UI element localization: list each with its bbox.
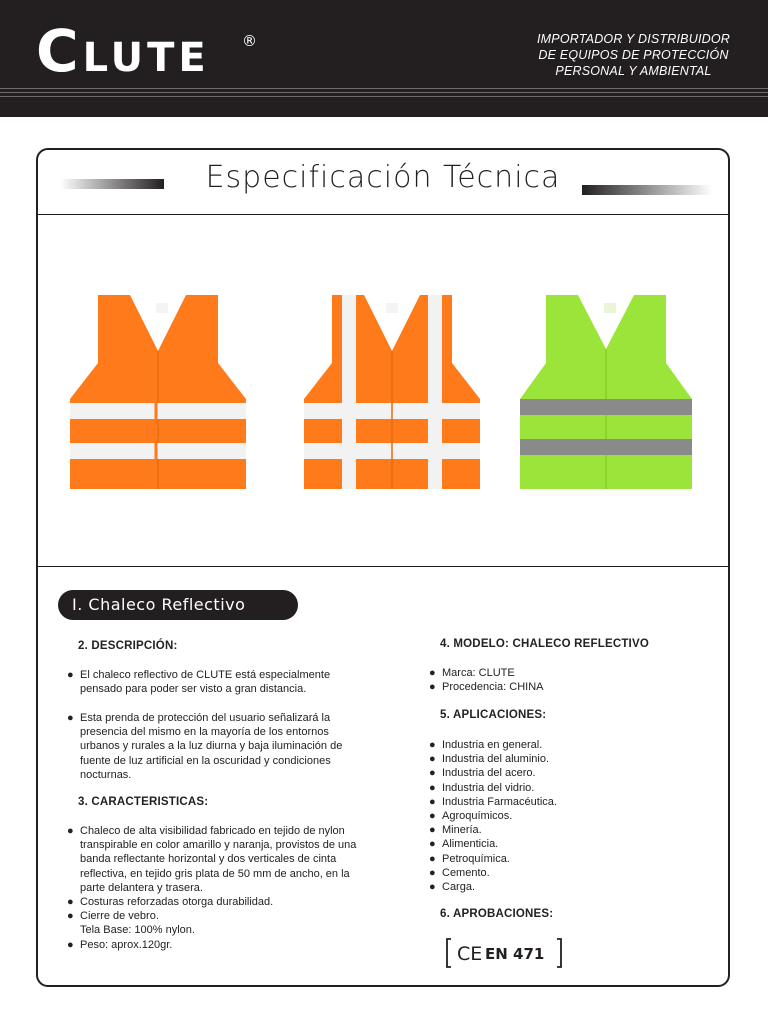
- text-line: urbanos y rurales a la luz diurna y baja iluminación de: [80, 740, 343, 753]
- bullet-icon: ●: [429, 753, 436, 766]
- bullet-icon: ●: [67, 910, 74, 923]
- text-line: El chaleco reflectivo de CLUTE está especialmente: [80, 669, 331, 681]
- list-item: [67, 938, 385, 952]
- list-item-text: Industria Farmacéutica.: [442, 795, 557, 808]
- list-item-text: Industria del vidrio.: [442, 781, 535, 794]
- bullet-icon: ●: [67, 712, 74, 724]
- descripcion-paragraph-2: [67, 711, 385, 782]
- bullet-icon: ●: [67, 938, 74, 951]
- text-line: Esta prenda de protección del usuario señalizará la: [80, 712, 331, 724]
- text-line: transpirable en color amarillo y naranja, provistos de una: [80, 839, 357, 852]
- list-item: [67, 895, 385, 909]
- list-item-text: Carga.: [442, 881, 476, 894]
- header-tagline: [537, 31, 730, 79]
- text-line: presencia del mismo en la mayoría de los entornos: [80, 726, 329, 739]
- text-line: fuente de luz artificial en la oscuridad y condiciones: [80, 754, 331, 767]
- product-label: I. Chaleco Reflectivo: [58, 590, 298, 620]
- orange-vest-vertical-bands: [302, 293, 482, 491]
- bullet-icon: ●: [429, 810, 436, 823]
- text-line: reflectiva, en tejido gris plata de 50 mm de ancho, en la: [80, 867, 350, 880]
- text-line: Chaleco de alta visibilidad fabricado en tejido de nylon: [80, 825, 345, 837]
- bullet-icon: ●: [429, 866, 436, 879]
- bullet-icon: ●: [429, 739, 436, 751]
- title-band: [38, 150, 728, 215]
- list-item-text: Cemento.: [442, 866, 490, 879]
- ce-en471-certification-icon: [445, 937, 563, 969]
- tagline-line: DE EQUIPOS DE PROTECCIÓN: [538, 48, 729, 62]
- list-item: [429, 866, 702, 880]
- list-item-text: Costuras reforzadas otorga durabilidad.: [80, 896, 274, 908]
- list-item-text: Industria del aluminio.: [442, 753, 550, 766]
- list-item: [429, 823, 702, 837]
- list-item: [429, 680, 702, 694]
- text-line: pensado para poder ser visto a gran distancia.: [80, 683, 307, 696]
- header-stripe: [0, 96, 768, 97]
- bullet-icon: ●: [429, 852, 436, 865]
- logo-letter-c: C: [36, 17, 77, 85]
- header-stripe: [0, 88, 768, 89]
- bullet-icon: ●: [429, 838, 436, 851]
- tagline-line: PERSONAL Y AMBIENTAL: [555, 64, 712, 78]
- bullet-icon: ●: [429, 667, 436, 679]
- text-line: nocturnas.: [80, 768, 132, 781]
- list-item: [429, 666, 702, 680]
- header-stripe: [0, 92, 768, 93]
- bullet-icon: ●: [429, 681, 436, 694]
- list-item: [67, 909, 385, 923]
- registered-mark: ®: [242, 32, 257, 50]
- text-line: banda reflectante horizontal y dos verticales de cinta: [80, 853, 337, 866]
- spec-card: [36, 148, 730, 987]
- product-photos: [38, 215, 728, 567]
- list-item: [429, 738, 702, 752]
- list-item-text: Tela Base: 100% nylon.: [80, 924, 195, 937]
- title-bar-right: [582, 185, 712, 195]
- list-item: [429, 766, 702, 780]
- lime-vest-gray-bands: [518, 293, 694, 491]
- modelo-list: [429, 666, 702, 694]
- caracteristicas-paragraph: [67, 824, 385, 895]
- list-item-text: Petroquímica.: [442, 852, 510, 865]
- list-item-text: Industria en general.: [442, 739, 543, 751]
- bullet-icon: ●: [429, 795, 436, 808]
- list-item-text: Agroquímicos.: [442, 810, 513, 823]
- list-item: [429, 852, 702, 866]
- bullet-icon: ●: [429, 881, 436, 894]
- list-item-text: Minería.: [442, 824, 482, 837]
- descripcion-paragraph-1: [67, 668, 385, 696]
- orange-vest-horizontal-bands: [68, 293, 248, 491]
- list-item: [429, 752, 702, 766]
- list-item-text: Procedencia: CHINA: [442, 681, 544, 694]
- page-header: [0, 0, 768, 117]
- list-item-text: Cierre de vebro.: [80, 910, 159, 923]
- list-item-text: Alimenticia.: [442, 838, 499, 851]
- cert-en-text: EN 471: [485, 945, 545, 963]
- page-title: Especificación Técnica: [205, 160, 561, 195]
- bullet-icon: ●: [429, 824, 436, 837]
- list-item-text: Industria del acero.: [442, 767, 536, 780]
- cert-ce-text: CE: [457, 943, 483, 965]
- caracteristicas-list: [67, 895, 385, 952]
- modelo-heading: 4. MODELO: CHALECO REFLECTIVO: [440, 638, 649, 650]
- bullet-icon: ●: [67, 896, 74, 908]
- clute-logo: [36, 17, 257, 85]
- aprobaciones-heading: 6. APROBACIONES:: [440, 908, 554, 920]
- bullet-icon: ●: [429, 781, 436, 794]
- list-item-text: Marca: CLUTE: [442, 667, 515, 679]
- descripcion-heading: 2. DESCRIPCIÓN:: [78, 640, 178, 652]
- list-item: [429, 781, 702, 795]
- bullet-icon: ●: [429, 767, 436, 780]
- logo-letters: LUTE: [82, 35, 210, 81]
- list-item: [80, 923, 385, 937]
- caracteristicas-heading: 3. CARACTERISTICAS:: [78, 796, 209, 808]
- bullet-icon: ●: [67, 825, 74, 837]
- list-item: [429, 837, 702, 851]
- list-item: [429, 880, 702, 894]
- aplicaciones-heading: 5. APLICACIONES:: [440, 709, 547, 721]
- tagline-line: IMPORTADOR Y DISTRIBUIDOR: [537, 32, 730, 46]
- aplicaciones-list: [429, 738, 702, 894]
- list-item-text: Peso: aprox.120gr.: [80, 938, 173, 951]
- text-line: parte delantera y trasera.: [80, 881, 203, 894]
- list-item: [429, 795, 702, 809]
- bullet-icon: ●: [67, 669, 74, 681]
- list-item: [429, 809, 702, 823]
